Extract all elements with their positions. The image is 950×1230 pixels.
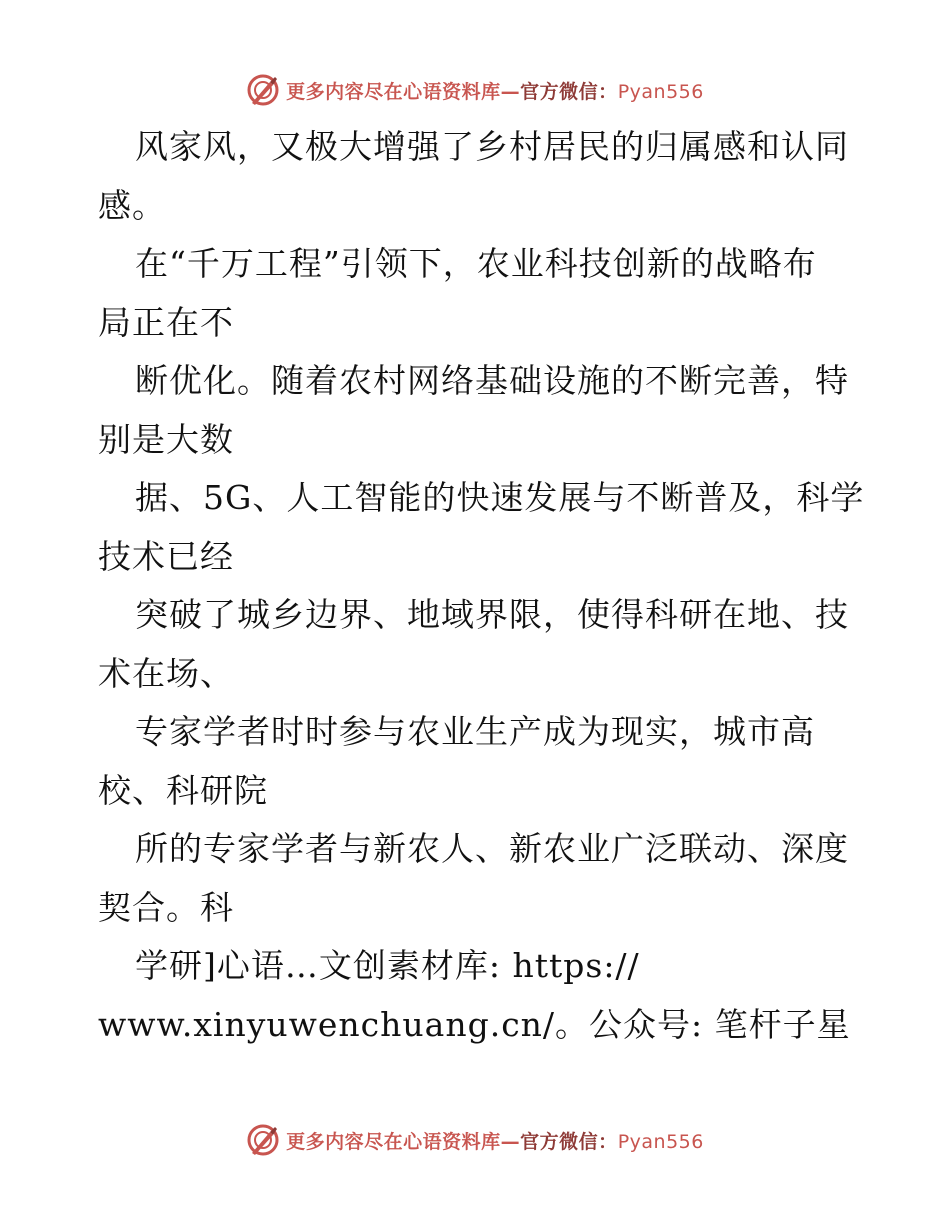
header-wechat-label: 官方微信：: [520, 80, 618, 103]
header-wechat-id: Pyan556: [617, 80, 704, 103]
footer-brand-text: 更多内容尽在心语资料库: [286, 1130, 501, 1153]
header-brand-text: 更多内容尽在心语资料库: [286, 80, 501, 103]
text-line: 术在场、: [98, 653, 234, 693]
header-watermark-text: [286, 77, 704, 104]
text-line: 校、科研院: [98, 770, 268, 810]
text-line: 契合。科: [98, 887, 234, 927]
document-body: [98, 118, 865, 1054]
pen-logo-icon: [246, 1123, 280, 1157]
text-line: www.xinyuwenchuang.cn/。公众号: 笔杆子星: [98, 1004, 851, 1044]
text-line: 断优化。随着农村网络基础设施的不断完善，特: [135, 361, 849, 400]
text-line: 据、5G、人工智能的快速发展与不断普及，科学: [135, 478, 865, 517]
text-line: 感。: [98, 185, 166, 225]
text-line: 在“千万工程”引领下，农业科技创新的战略布: [135, 244, 817, 283]
footer-wechat-label: 官方微信：: [520, 1130, 618, 1153]
header-dash: —: [500, 80, 521, 103]
text-line: 风家风，又极大增强了乡村居民的归属感和认同: [135, 127, 849, 166]
footer-dash: —: [500, 1130, 521, 1153]
text-line: 突破了城乡边界、地域界限，使得科研在地、技: [135, 595, 849, 634]
footer-watermark-text: [286, 1127, 704, 1154]
text-line: 学研]心语…文创素材库: https://: [135, 946, 640, 985]
text-line: 技术已经: [98, 536, 234, 576]
pen-logo-icon: [246, 73, 280, 107]
text-line: 局正在不: [98, 302, 234, 342]
text-line: 别是大数: [98, 419, 234, 459]
text-line: 专家学者时时参与农业生产成为现实，城市高: [135, 712, 815, 751]
text-line: 所的专家学者与新农人、新农业广泛联动、深度: [135, 829, 849, 868]
header-watermark: [0, 70, 950, 110]
footer-watermark: [0, 1120, 950, 1160]
footer-wechat-id: Pyan556: [617, 1130, 704, 1153]
